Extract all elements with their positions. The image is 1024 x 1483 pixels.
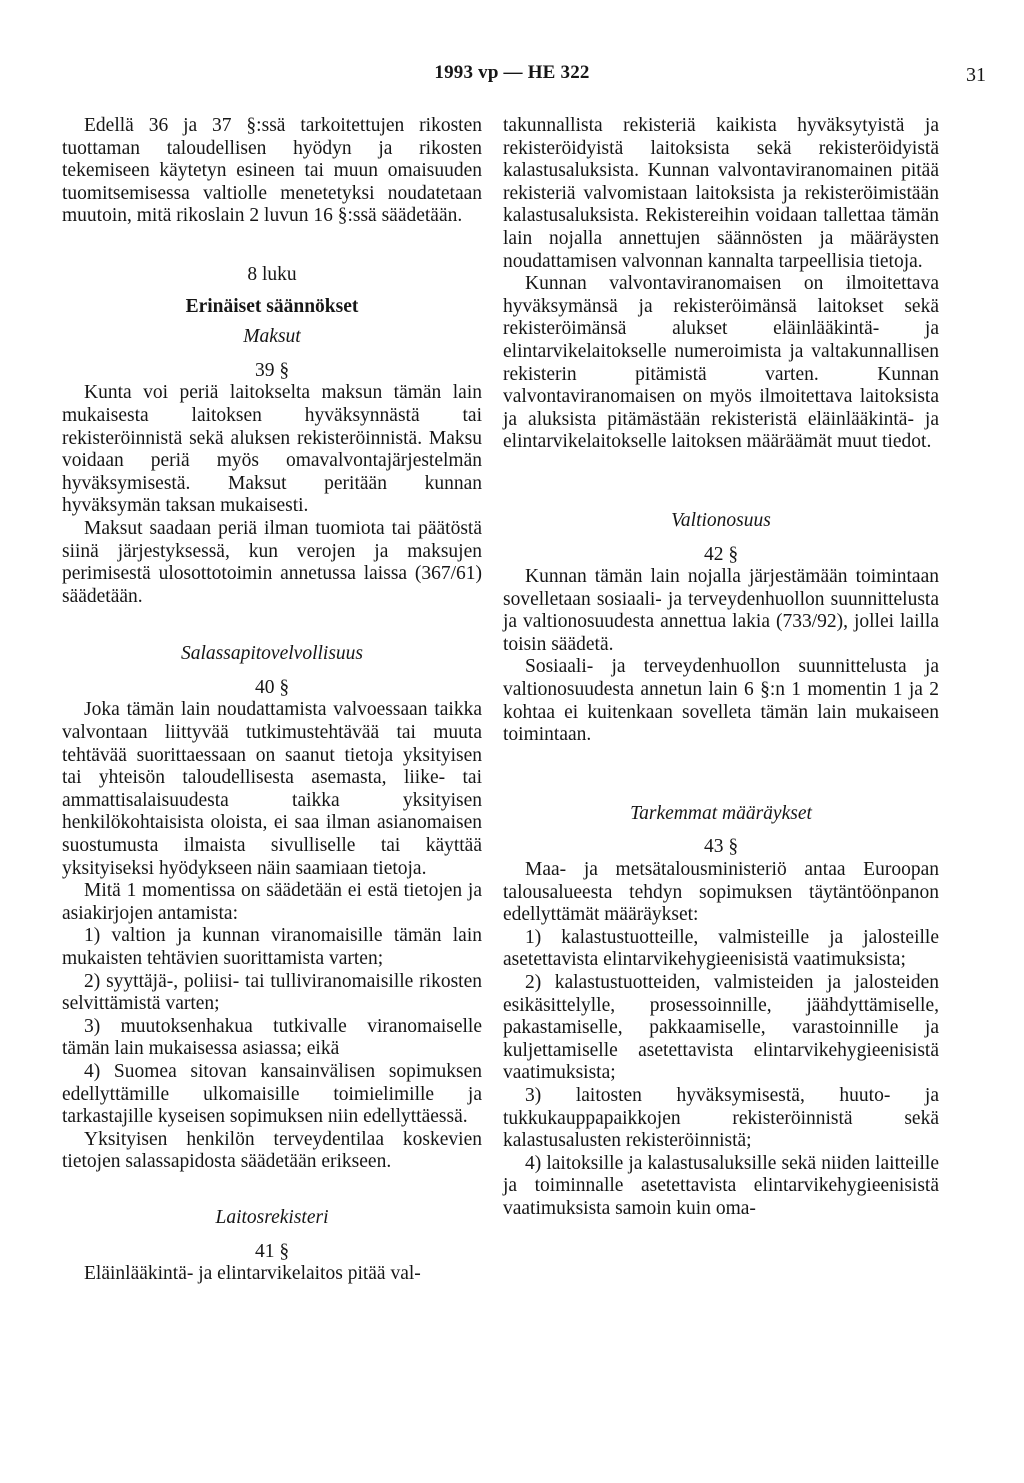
list-item: 3) laitosten hyväksymisestä, huuto- ja tukkukauppapaikkojen rekisteröinnistä sekä kalastusalusten rekisteröinnistä; <box>503 1084 939 1152</box>
paragraph: Joka tämän lain noudattamista valvoessaan taikka valvontaan liittyvää tutkimustehtävää tai muuta tehtävää suorittaessaan on saanut tietoja yksityisen tai yhteisön taloudellisesta asemasta, liike- tai ammattisalaisuudesta taikka yksityisen henkilökohtaisista oloista, ei saa ilman asianomaisen suostumusta ilmaista sivulliselle tai käyttää yksityiseksi hyödykseen näin saamiaan tietoja. <box>62 699 482 879</box>
chapter-number: 8 luku <box>247 263 297 285</box>
section-41-label: 41 § <box>254 1240 290 1262</box>
paragraph: takunnallista rekisteriä kaikista hyväksytyistä ja rekisteröidyistä laitoksista sekä rekisteröidyistä kalastusaluksista. Kunnan valvontaviranomainen pitää rekisteriä valvomistaan laitoksista ja rekisteröimistään kalastusaluksista. Rekistereihin voidaan tallettaa tämän lain nojalla annettujen säännösten ja määräysten noudattamisen valvonnan kannalta tarpeellisia tietoja. <box>503 115 939 272</box>
section-heading-valtionosuus: Valtionosuus <box>671 509 771 531</box>
section-heading-salassapito: Salassapitovelvollisuus <box>181 643 363 665</box>
section-43-label: 43 § <box>703 836 739 858</box>
section-heading-maksut: Maksut <box>243 326 301 348</box>
list-item: 2) syyttäjä-, poliisi- tai tulliviranomaisille rikosten selvittämistä varten; <box>62 970 482 1015</box>
list-item: 2) kalastustuotteiden, valmisteiden ja jalosteiden esikäsittelylle, prosessoinnille, jäähdyttämiselle, pakastamiselle, pakkaamiselle, varastoinnille ja kuljettamiselle asetettavista elintarvikehygieenisistä vaatimuksista; <box>503 972 939 1084</box>
paragraph: Eläinlääkintä- ja elintarvikelaitos pitää val- <box>84 1263 421 1285</box>
chapter-title: Erinäiset säännökset <box>185 295 359 317</box>
section-heading-laitosrekisteri: Laitosrekisteri <box>215 1206 329 1228</box>
paragraph: Sosiaali- ja terveydenhuollon suunnittelusta ja valtionosuudesta annetun lain 6 §:n 1 momentin 1 ja 2 kohtaa ei kuitenkaan sovelleta tämän lain mukaiseen toimintaan. <box>503 656 939 746</box>
list-item: 1) valtion ja kunnan viranomaisille tämän lain mukaisten tehtävien suorittamista varten; <box>62 925 482 969</box>
left-column <box>62 115 482 1286</box>
list-item: 3) muutoksenhakua tutkivalle viranomaiselle tämän lain mukaisessa asiassa; eikä <box>62 1015 482 1060</box>
section-heading-tarkemmat: Tarkemmat määräykset <box>630 802 812 824</box>
paragraph: Maksut saadaan periä ilman tuomiota tai päätöstä siinä järjestyksessä, kun verojen ja maksujen perimisestä ulosottotoimin annetussa laissa (367/61) säädetään. <box>62 517 482 607</box>
paragraph: Kunta voi periä laitokselta maksun tämän lain mukaisesta laitoksen hyväksynnästä tai rekisteröinnistä sekä aluksen rekisteröinnistä. Maksu voidaan periä myös omavalvontajärjestelmän hyväksymisestä. Maksut peritään kunnan hyväksymän taksan mukaisesti. <box>62 382 482 517</box>
list-item: 4) Suomea sitovan kansainvälisen sopimuksen edellyttämille ulkomaisille toimielimille ja tarkastajille kyseisen sopimuksen niin edellyttäessä. <box>62 1060 482 1128</box>
right-column <box>503 115 939 1221</box>
list-item: 4) laitoksille ja kalastusaluksille sekä niiden laitteille ja toiminnalle asetettavista elintarvikehygieenisistä vaatimuksista samoin kuin oma- <box>503 1152 939 1219</box>
section-42-label: 42 § <box>703 543 739 565</box>
paragraph: Kunnan tämän lain nojalla järjestämään toimintaan sovelletaan sosiaali- ja terveydenhuollon suunnittelusta ja valtionosuudesta annettua lakia (733/92), jollei lailla toisin säädetä. <box>503 566 939 655</box>
list-item: 1) kalastustuotteille, valmisteille ja jalosteille asetettavista elintarvikehygieenisistä vaatimuksista; <box>503 926 939 971</box>
paragraph: Maa- ja metsätalousministeriö antaa Euroopan talousalueesta tehdyn sopimuksen täytäntöönpanon edellyttämät määräykset: <box>503 859 939 926</box>
page-number: 31 <box>966 64 986 86</box>
paragraph: Mitä 1 momentissa on säädetään ei estä tietojen ja asiakirjojen antamista: <box>62 880 482 924</box>
section-39-label: 39 § <box>254 359 290 381</box>
section-40-label: 40 § <box>254 676 290 698</box>
paragraph: Kunnan valvontaviranomaisen on ilmoitettava hyväksymänsä ja rekisteröimänsä laitokset sekä rekisteröimänsä alukset eläinlääkintä- ja elintarvikelaitokselle numeroimista ja valtakunnallisen rekisterin pitämistä varten. Kunnan valvontaviranomaisen on myös ilmoitettava laitoksista ja aluksista pitämästään rekisteristä eläinlääkintä- ja elintarvikelaitokselle laitoksen määräämät muut tiedot. <box>503 273 939 453</box>
paragraph: Yksityisen henkilön terveydentilaa koskevien tietojen salassapidosta säädetään erikseen. <box>62 1128 482 1173</box>
paragraph: Edellä 36 ja 37 §:ssä tarkoitettujen rikosten tuottaman taloudellisen hyödyn ja rikosten tekemiseen käytetyn esineen tai muun omaisuuden tuomitsemisessa valtiolle menetetyksi noudatetaan muutoin, mitä rikoslain 2 luvun 16 §:ssä säädetään. <box>62 115 482 227</box>
running-head: 1993 vp — HE 322 <box>434 62 590 83</box>
